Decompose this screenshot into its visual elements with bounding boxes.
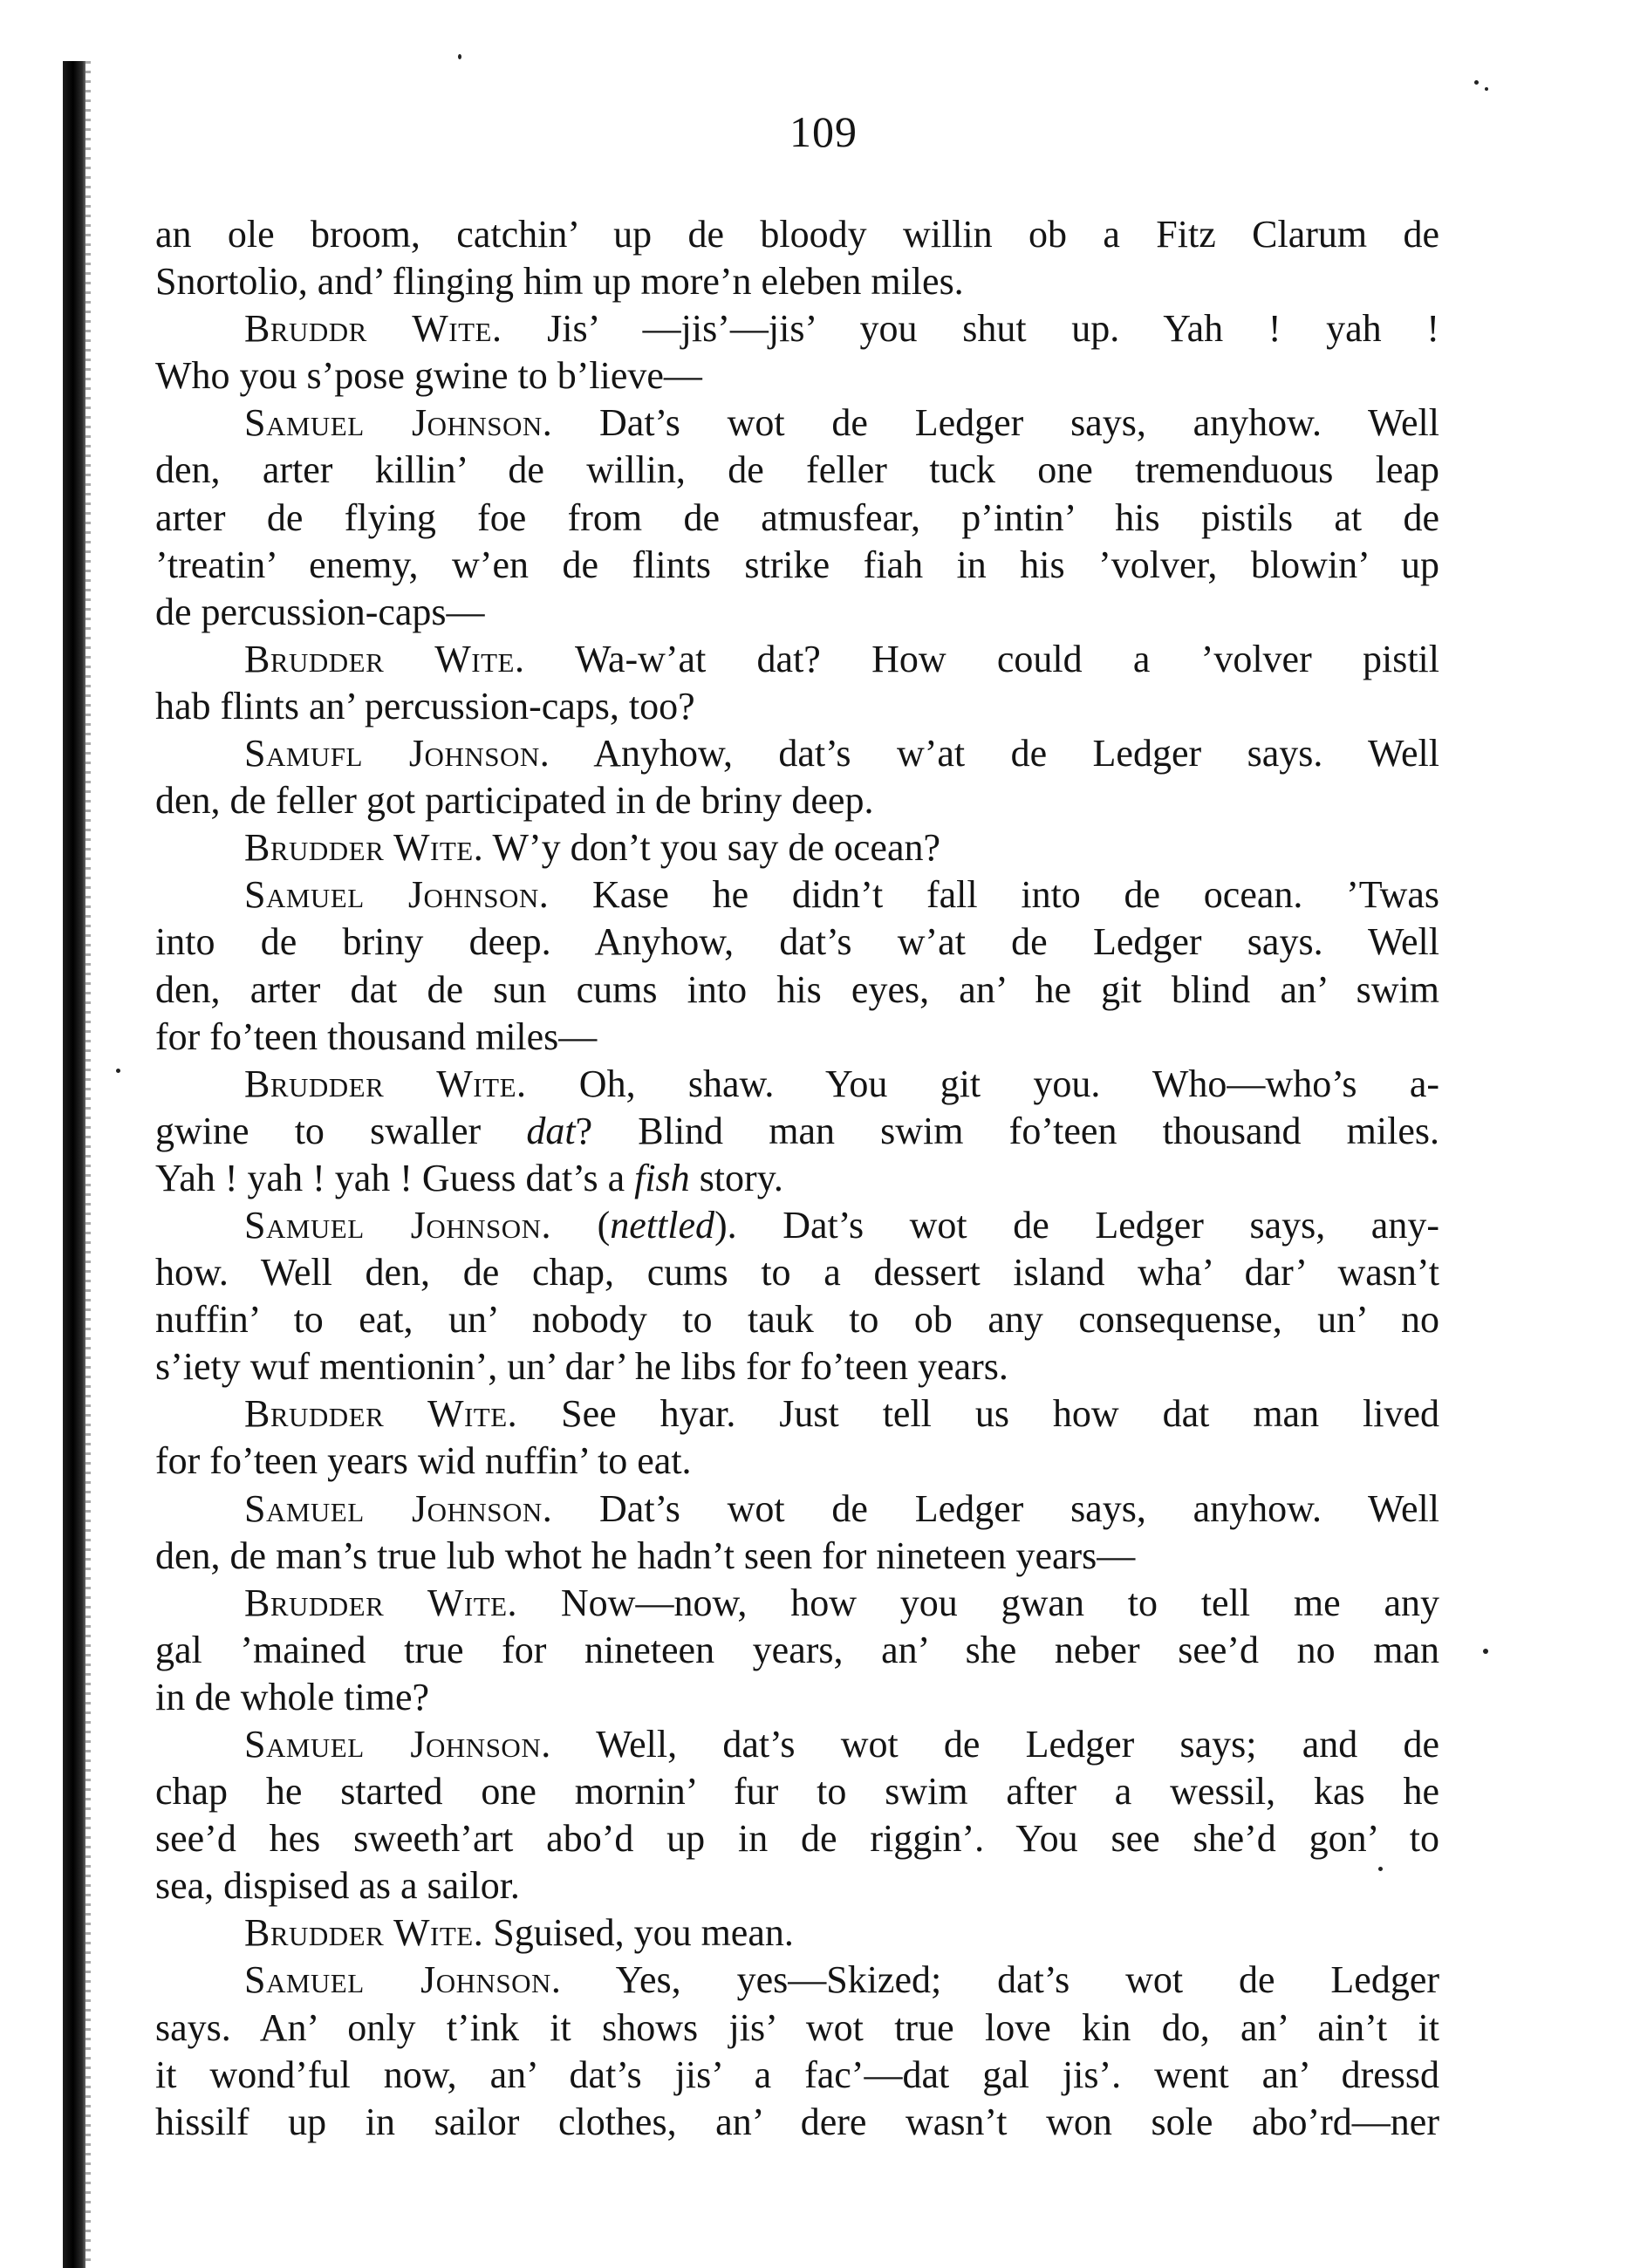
text-line [155,1674,1439,1721]
speaker-name: Samuel Johnson. [244,1723,551,1766]
text-line [155,1155,1439,1202]
line-text: story. [689,1156,783,1199]
text-line [155,1296,1439,1343]
text-line [155,1721,1439,1768]
text-line [155,1014,1439,1061]
text-line [155,352,1439,400]
text-line [155,636,1439,683]
line-text: see’d hes sweeth’art abo’d up in de riggin’. You see she’d gon’ to [155,1817,1439,1861]
line-text: den, arter killin’ de willin, de feller tuck one tremenduous leap [155,448,1439,492]
speaker-name: Samuel Johnson. [244,1203,552,1247]
line-text: it wond’ful now, an’ dat’s jis’ a fac’—dat gal jis’. went an’ dressd [155,2053,1439,2096]
text-line [155,824,1439,871]
line-text: Oh, shaw. You git you. Who—who’s a- [526,1062,1440,1105]
text-line [155,683,1439,730]
text-line [155,730,1439,777]
text-line [155,1390,1439,1438]
ink-speck [1483,1649,1488,1654]
speaker-name: Brudder Wite. [244,1581,518,1624]
line-text: Sguised, you mean. [483,1911,794,1955]
line-text: hab flints an’ percussion-caps, too? [155,684,695,728]
line-text: ). Dat’s wot de Ledger says, any- [714,1203,1439,1247]
line-text: chap he started one mornin’ fur to swim after a wessil, kas he [155,1770,1439,1814]
speaker-name: Brudder Wite. [244,1392,518,1436]
line-text: how. Well den, de chap, cums to a dessert island wha’ dar’ wasn’t [155,1251,1439,1295]
text-line [155,1909,1439,1957]
ink-speck [1485,87,1488,91]
speaker-name: Bruddr Wite. [244,307,502,351]
text-line [155,589,1439,636]
italic-text: dat [526,1109,576,1152]
text-line [155,305,1439,352]
line-text: in de whole time? [155,1675,430,1718]
line-text: Dat’s wot de Ledger says, anyhow. Well [552,1486,1440,1530]
line-text: Now—now, how you gwan to tell me any [517,1581,1439,1624]
line-text: ( [551,1203,611,1247]
line-text: Who you s’pose gwine to b’lieve— [155,354,702,398]
book-binding-edge [63,61,85,2268]
speaker-name: Brudder Wite. [244,1062,527,1105]
line-text: Jis’ —jis’—jis’ you shut up. Yah ! yah ! [502,307,1439,351]
speaker-name: Samuel Johnson. [244,873,550,917]
text-line [155,1108,1439,1155]
text-line [155,1815,1439,1862]
line-text: into de briny deep. Anyhow, dat’s w’at de Ledger says. Well [155,920,1439,964]
line-text: Well, dat’s wot de Ledger says; and de [550,1723,1440,1766]
text-line [155,542,1439,589]
line-text: Kase he didn’t fall into de ocean. ’Twas [549,873,1440,917]
text-line [155,2099,1439,2146]
text-line [155,777,1439,824]
text-line [155,1862,1439,1909]
line-text: Yes, yes—Skized; dat’s wot de Ledger [561,1958,1440,2002]
speaker-name: Samuel Johnson. [244,1958,562,2002]
speaker-name: Brudder Wite. [244,637,525,680]
text-line [155,258,1439,305]
text-line [155,2052,1439,2099]
speaker-name: Brudder Wite. [244,826,484,870]
text-line [155,919,1439,966]
line-text: Yah ! yah ! yah ! Guess dat’s a [155,1156,635,1199]
text-line [155,1627,1439,1674]
line-text: Wa-w’at dat? How could a ’volver pistil [524,637,1439,680]
line-text: Snortolio, and’ flinging him up more’n eleben miles. [155,260,964,304]
line-text: for fo’teen thousand miles— [155,1014,598,1058]
text-line [155,211,1439,258]
text-line [155,2005,1439,2052]
line-text: ? Blind man swim fo’teen thousand miles. [575,1109,1439,1152]
line-text: sea, dispised as a sailor. [155,1864,520,1908]
line-text: for fo’teen years wid nuffin’ to eat. [155,1439,692,1483]
line-text: an ole broom, catchin’ up de bloody willin ob a Fitz Clarum de [155,213,1439,256]
speaker-name: Samufl Johnson. [244,732,550,775]
speaker-name: Samuel Johnson. [244,401,553,445]
text-line [155,967,1439,1014]
text-line [155,1249,1439,1296]
page-number: 109 [789,107,858,156]
italic-text: fish [634,1156,690,1199]
line-text: See hyar. Just tell us how dat man lived [517,1392,1439,1436]
body-text [155,211,1439,2146]
text-line [155,447,1439,494]
text-line [155,1438,1439,1485]
text-line [155,1957,1439,2004]
line-text: nuffin’ to eat, un’ nobody to tauk to ob any consequense, un’ no [155,1298,1439,1342]
line-text: says. An’ only t’ink it shows jis’ wot true love kin do, an’ ain’t it [155,2005,1439,2049]
text-line [155,1580,1439,1627]
speaker-name: Samuel Johnson. [244,1486,553,1530]
line-text: Anyhow, dat’s w’at de Ledger says. Well [550,732,1439,775]
line-text: den, de man’s true lub whot he hadn’t seen for nineteen years— [155,1534,1136,1577]
line-text: ’treatin’ enemy, w’en de flints strike fiah in his ’volver, blowin’ up [155,543,1439,586]
line-text: gwine to swaller [155,1109,527,1152]
text-line [155,1061,1439,1108]
line-text: den, arter dat de sun cums into his eyes, an’ he git blind an’ swim [155,967,1439,1011]
text-line [155,1533,1439,1580]
ink-speck [116,1069,120,1073]
text-line [155,400,1439,447]
ink-speck [458,54,461,59]
text-line [155,1343,1439,1390]
text-line [155,1768,1439,1815]
italic-text: nettled [610,1203,714,1247]
text-line [155,871,1439,919]
line-text: de percussion-caps— [155,590,485,633]
line-text: s’iety wuf mentionin’, un’ dar’ he libs for fo’teen years. [155,1345,1008,1389]
ink-speck [1474,80,1479,85]
speaker-name: Brudder Wite. [244,1911,484,1955]
line-text: gal ’mained true for nineteen years, an’ she neber see’d no man [155,1628,1439,1671]
line-text: W’y don’t you say de ocean? [483,826,941,870]
line-text: den, de feller got participated in de briny deep. [155,779,874,823]
text-line [155,1202,1439,1249]
line-text: Dat’s wot de Ledger says, anyhow. Well [552,401,1440,445]
line-text: hissilf up in sailor clothes, an’ dere wasn’t won sole abo’rd—ner [155,2100,1439,2143]
text-line [155,495,1439,542]
text-line [155,1486,1439,1533]
ink-speck [1378,1867,1383,1871]
line-text: arter de flying foe from de atmusfear, p’intin’ his pistils at de [155,495,1439,539]
